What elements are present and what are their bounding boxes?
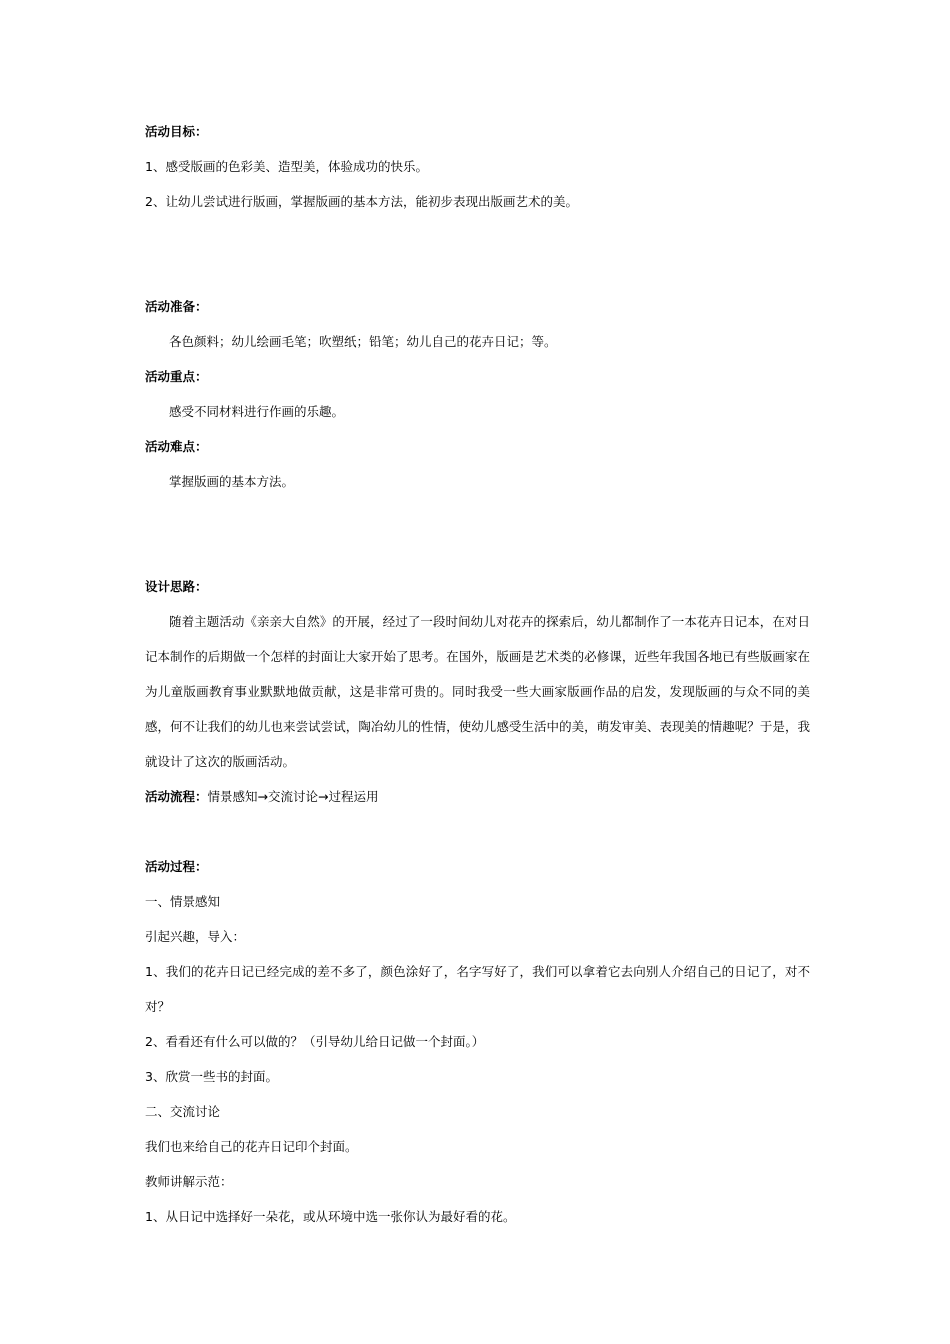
process-intro: 引起兴趣，导入： xyxy=(145,929,246,944)
process-intro-2: 我们也来给自己的花卉日记印个封面。 xyxy=(145,1139,358,1154)
key-point-text: 感受不同材料进行作画的乐趣。 xyxy=(169,404,345,419)
spacer xyxy=(145,503,810,573)
preparation-heading: 活动准备： xyxy=(145,299,208,314)
flow-line xyxy=(145,783,810,818)
document-body xyxy=(145,118,810,1238)
spacer xyxy=(145,223,810,293)
preparation-text: 各色颜料；幼儿绘画毛笔；吹塑纸；铅笔；幼儿自己的花卉日记；等。 xyxy=(169,334,557,349)
key-point-heading: 活动重点： xyxy=(145,369,208,384)
process-heading: 活动过程： xyxy=(145,859,208,874)
process-item-1: 1、我们的花卉日记已经完成的差不多了，颜色涂好了，名字写好了，我们可以拿着它去向别人介绍自己的日记了，对不对？ xyxy=(145,964,810,1014)
process-section-1: 一、情景感知 xyxy=(145,894,221,909)
difficulty-heading: 活动难点： xyxy=(145,439,208,454)
design-paragraph: 随着主题活动《亲亲大自然》的开展，经过了一段时间幼儿对花卉的探索后，幼儿都制作了一本花卉日记本，在对日记本制作的后期做一个怎样的封面让大家开始了思考。在国外，版画是艺术类的必修课，近些年我国各地已有些版画家在为儿童版画教育事业默默地做贡献，这是非常可贵的。同时我受一些大画家版画作品的启发，发现版画的与众不同的美感，何不让我们的幼儿也来尝试尝试，陶冶幼儿的性情，使幼儿感受生活中的美，萌发审美、表现美的情趣呢？于是，我就设计了这次的版画活动。 xyxy=(145,614,810,769)
design-heading: 设计思路： xyxy=(145,579,208,594)
process-item-2: 2、看看还有什么可以做的？（引导幼儿给日记做一个封面。） xyxy=(145,1034,485,1049)
flow-text: 情景感知→交流讨论→过程运用 xyxy=(207,789,379,804)
flow-label: 活动流程： xyxy=(145,789,208,804)
process-item-3: 3、欣赏一些书的封面。 xyxy=(145,1069,278,1084)
teacher-demo-label: 教师讲解示范： xyxy=(145,1174,233,1189)
spacer xyxy=(145,818,810,853)
objectives-heading: 活动目标： xyxy=(145,124,208,139)
objective-item-2: 2、让幼儿尝试进行版画，掌握版画的基本方法，能初步表现出版画艺术的美。 xyxy=(145,194,578,209)
process-step-1: 1、从日记中选择好一朵花，或从环境中选一张你认为最好看的花。 xyxy=(145,1209,516,1224)
process-section-2: 二、交流讨论 xyxy=(145,1104,221,1119)
objective-item-1: 1、感受版画的色彩美、造型美，体验成功的快乐。 xyxy=(145,159,428,174)
difficulty-text: 掌握版画的基本方法。 xyxy=(169,474,295,489)
